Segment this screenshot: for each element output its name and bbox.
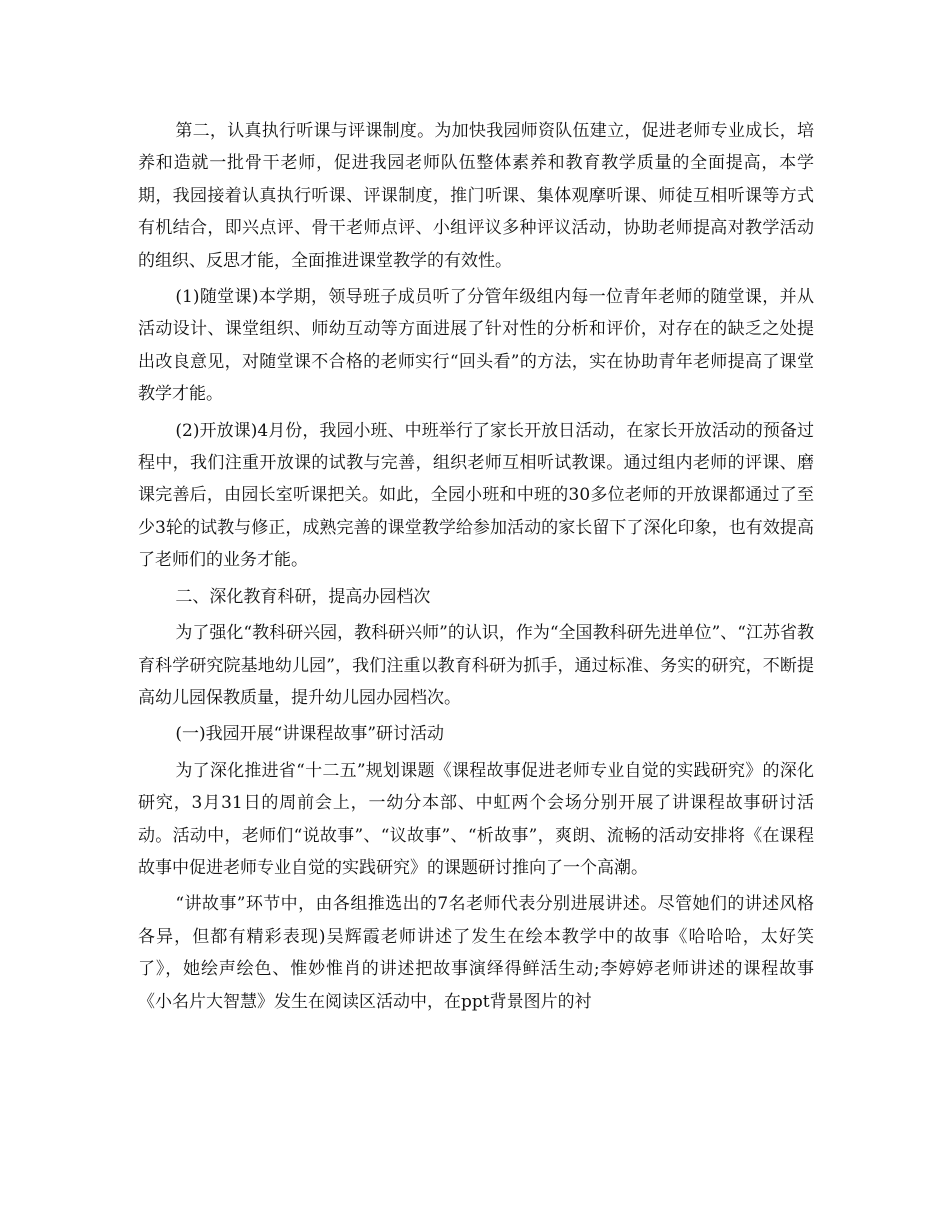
- section-heading-research: 二、深化教育科研，提高办园档次: [175, 586, 431, 607]
- paragraph-open-class: (2)开放课)4月份，我园小班、中班举行了家长开放日活动，在家长开放活动的预备过程中，我们注重开放课的试教与完善，组织老师互相听试教课。通过组内老师的评课、磨课完善后，由园长室听课把关。如此，全园小班和中班的30多位老师的开放课都通过了至少3轮的试教与修正，成熟完善的课堂教学给参加活动的家长留下了深化印象，也有效提高了老师们的业务才能。: [138, 420, 814, 571]
- paragraph-random-class: (1)随堂课)本学期，领导班子成员听了分管年级组内每一位青年老师的随堂课，并从活动设计、课堂组织、师幼互动等方面进展了针对性的分析和评价，对存在的缺乏之处提出改良意见，对随堂课不合格的老师实行“回头看”的方法，实在协助青年老师提高了课堂教学才能。: [138, 287, 814, 405]
- document-body: [138, 115, 814, 1022]
- subsection-heading-course-story: (一)我园开展“讲课程故事”研讨活动: [175, 724, 445, 745]
- paragraph-storytelling-session: “讲故事”环节中，由各组推选出的7名老师代表分别进展讲述。尽管她们的讲述风格各异，但都有精彩表现)吴辉霞老师讲述了发生在绘本教学中的故事《哈哈哈，太好笑了》，她绘声绘色、惟妙惟肖的讲述把故事演绎得鲜活生动;李婷婷老师讲述的课程故事《小名片大智慧》发生在阅读区活动中，在ppt背景图片的衬: [138, 894, 814, 1012]
- paragraph-course-story-activity: 为了深化推进省“十二五”规划课题《课程故事促进老师专业自觉的实践研究》的深化研究，3月31日的周前会上，一幼分本部、中虹两个会场分别开展了讲课程故事研讨活动。活动中，老师们“说故事”、“议故事”、“析故事”，爽朗、流畅的活动安排将《在课程故事中促进老师专业自觉的实践研究》的课题研讨推向了一个高潮。: [138, 760, 814, 878]
- paragraph-research-intro: 为了强化“教科研兴园，教科研兴师”的认识，作为“全国教科研先进单位”、“江苏省教育科学研究院基地幼儿园”，我们注重以教育科研为抓手，通过标准、务实的研究，不断提高幼儿园保教质量，提升幼儿园办园档次。: [138, 623, 814, 708]
- paragraph-lecture-evaluation: 第二，认真执行听课与评课制度。为加快我园师资队伍建立，促进老师专业成长，培养和造就一批骨干老师，促进我园老师队伍整体素养和教育教学质量的全面提高，本学期，我园接着认真执行听课、评课制度，推门听课、集体观摩听课、师徒互相听课等方式有机结合，即兴点评、骨干老师点评、小组评议多种评议活动，协助老师提高对教学活动的组织、反思才能，全面推进课堂教学的有效性。: [138, 121, 814, 271]
